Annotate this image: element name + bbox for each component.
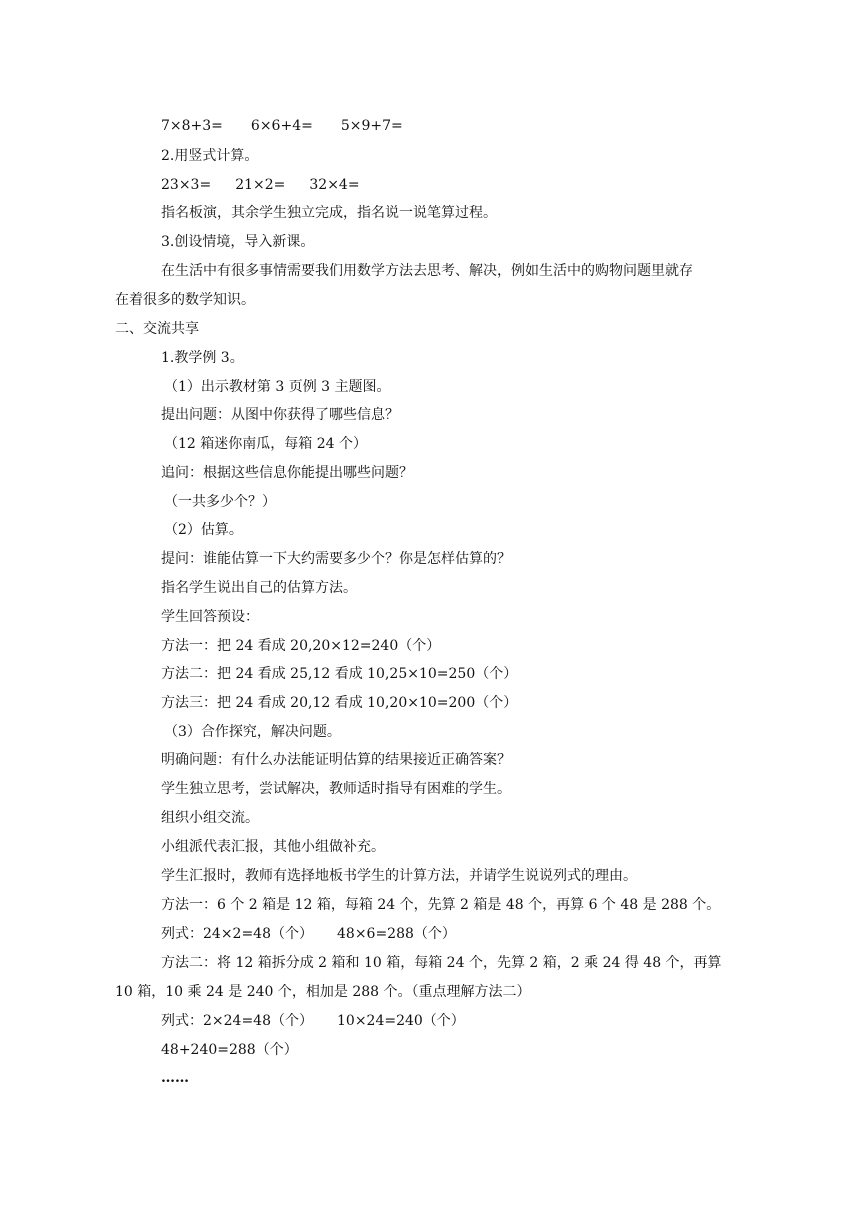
paragraph-line: 提问：谁能估算一下大约需要多少个？你是怎样估算的？ [161, 551, 511, 567]
paragraph-line: （3）合作探究，解决问题。 [164, 724, 341, 740]
formula-text: 48×6=288（个） [337, 926, 456, 942]
paragraph-line: （12 箱迷你南瓜，每箱 24 个） [164, 436, 367, 452]
problem-text: 7×8+3= [161, 118, 223, 134]
paragraph-line: 方法一：把 24 看成 20,20×12=240（个） [161, 638, 441, 654]
paragraph-line: 学生独立思考，尝试解决，教师适时指导有困难的学生。 [161, 781, 511, 797]
section-heading: 2.用竖式计算。 [161, 148, 259, 164]
paragraph-line: 学生回答预设： [161, 609, 259, 625]
paragraph-line: （1）出示教材第 3 页例 3 主题图。 [164, 379, 391, 395]
paragraph-line: 小组派代表汇报，其他小组做补充。 [161, 839, 385, 855]
paragraph-line: 方法二：将 12 箱拆分成 2 箱和 10 箱，每箱 24 个，先算 2 箱，2 乘 24 得 48 个，再算 [161, 955, 722, 971]
problem-text: 5×9+7= [340, 118, 403, 134]
paragraph-line: 方法一：6 个 2 箱是 12 箱，每箱 24 个，先算 2 箱是 48 个，再算 6 个 48 是 288 个。 [161, 897, 721, 913]
formula-text: 列式：24×2=48（个） [161, 926, 313, 942]
formula-text: 列式：2×24=48（个） [161, 1013, 313, 1029]
paragraph-line: （一共多少个？） [164, 494, 276, 510]
paragraph-line: 明确问题：有什么办法能证明估算的结果接近正确答案？ [161, 752, 511, 768]
problem-text: 6×6+4= [250, 118, 313, 134]
formula-text: 10×24=240（个） [337, 1013, 465, 1029]
problem-text: 21×2= [235, 177, 286, 193]
formula-line [161, 1011, 465, 1031]
paragraph-line: 学生汇报时，教师有选择地板书学生的计算方法，并请学生说说列式的理由。 [161, 868, 637, 884]
paragraph-line: 方法二：把 24 看成 25,12 看成 10,25×10=250（个） [161, 666, 518, 682]
ellipsis: …… [161, 1070, 189, 1086]
paragraph-line: 在生活中有很多事情需要我们用数学方法去思考、解决，例如生活中的购物问题里就存 [161, 263, 693, 279]
paragraph-line: 在着很多的数学知识。 [115, 292, 255, 308]
paragraph-line: 组织小组交流。 [161, 810, 259, 826]
paragraph-line: 方法三：把 24 看成 20,12 看成 10,20×10=200（个） [161, 695, 518, 711]
problem-text: 32×4= [309, 177, 360, 193]
paragraph-line: 提出问题：从图中你获得了哪些信息？ [161, 407, 399, 423]
section-heading: 1.教学例 3。 [161, 350, 244, 366]
section-title: 二、交流共享 [115, 321, 199, 337]
paragraph-line: 指名板演，其余学生独立完成，指名说一说笔算过程。 [161, 205, 497, 221]
paragraph-line: （2）估算。 [164, 522, 243, 538]
section-heading: 3.创设情境，导入新课。 [161, 234, 315, 250]
formula-line: 48+240=288（个） [161, 1042, 298, 1058]
vertical-calc-problems [161, 175, 360, 195]
review-oral-problems [161, 116, 403, 136]
paragraph-line: 追问：根据这些信息你能提出哪些问题？ [161, 465, 413, 481]
formula-line [161, 924, 456, 944]
paragraph-line: 指名学生说出自己的估算方法。 [161, 580, 357, 596]
problem-text: 23×3= [161, 177, 212, 193]
paragraph-line: 10 箱，10 乘 24 是 240 个，相加是 288 个。（重点理解方法二） [115, 984, 531, 1000]
